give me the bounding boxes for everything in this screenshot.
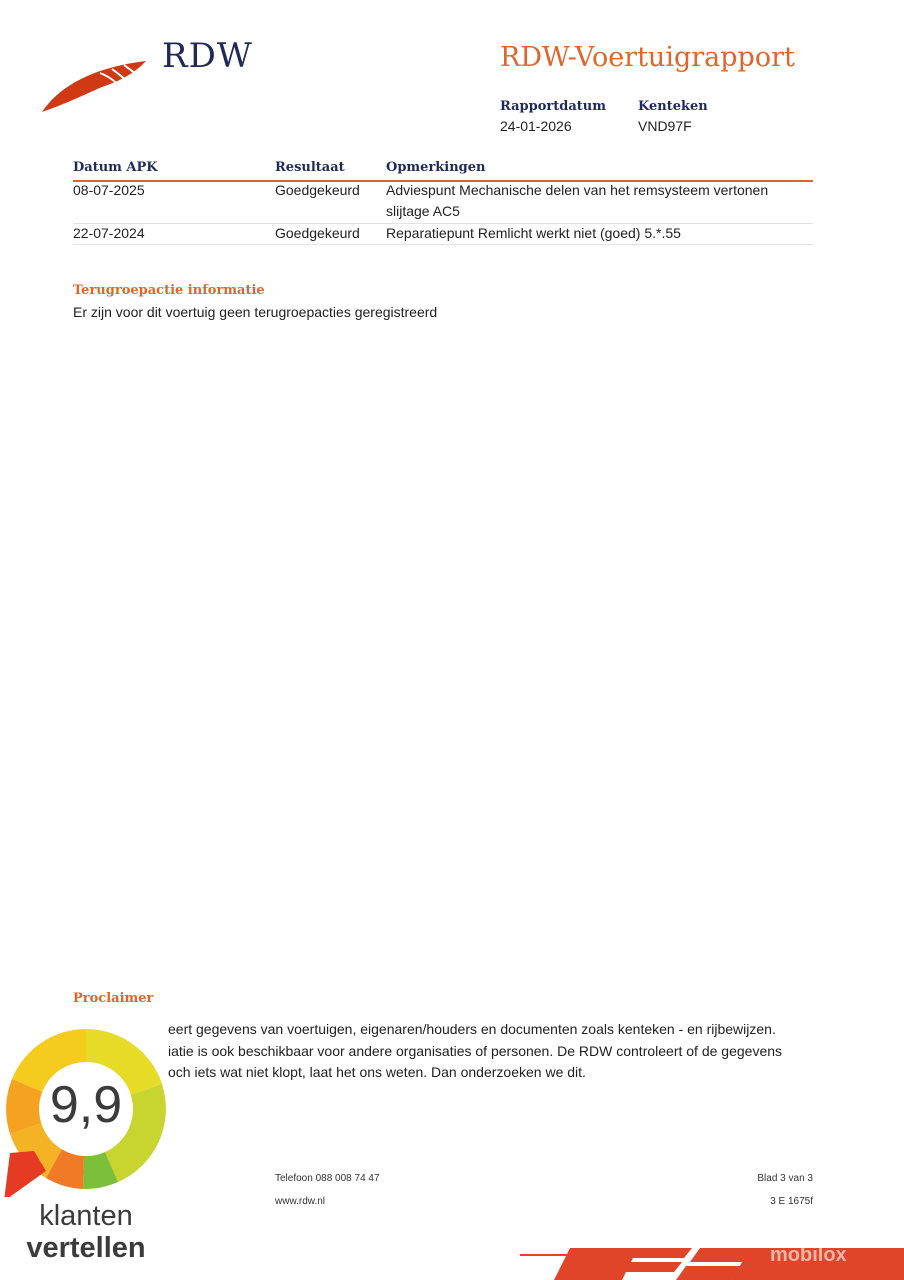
report-title: RDW-Voertuigrapport (500, 42, 795, 73)
meta-label-kenteken: Kenteken (638, 99, 708, 114)
cell-remark-line1: Adviespunt Mechanische delen van het remsysteem vertonen (386, 182, 769, 198)
recall-title: Terugroepactie informatie (73, 283, 265, 298)
rating-label-line2: vertellen (26, 1232, 146, 1264)
proclaimer-line-1: eert gegevens van voertuigen, eigenaren/houders en documenten zoals kenteken - en rijbewijzen. (168, 1021, 776, 1037)
cell-result: Goedgekeurd (275, 182, 360, 198)
proclaimer-line-2: iatie is ook beschikbaar voor andere organisaties of personen. De RDW controleert of de gegevens (168, 1043, 783, 1059)
cell-date: 22-07-2024 (73, 225, 145, 241)
rating-score: 9,9 (49, 1076, 123, 1134)
footer-page-number: Blad 3 van 3 (757, 1173, 813, 1184)
column-header-resultaat: Resultaat (275, 160, 345, 175)
proclaimer-line-3: och iets wat niet klopt, laat het ons weten. Dan onderzoeken we dit. (168, 1064, 586, 1080)
logo-text: RDW (162, 36, 253, 76)
meta-value-rapportdatum: 24-01-2026 (500, 118, 572, 134)
column-header-datum: Datum APK (73, 160, 158, 175)
footer-code: 3 E 1675f (770, 1196, 813, 1207)
recall-text: Er zijn voor dit voertuig geen terugroepacties geregistreerd (73, 304, 438, 320)
footer-website[interactable]: www.rdw.nl (275, 1196, 326, 1207)
cell-remark-line1: Reparatiepunt Remlicht werkt niet (goed) 5.*.55 (386, 225, 681, 241)
proclaimer-title: Proclaimer (73, 991, 154, 1006)
meta-value-kenteken: VND97F (638, 118, 692, 134)
rating-label-line1: klanten (39, 1200, 133, 1232)
cell-result: Goedgekeurd (275, 225, 360, 241)
meta-label-rapportdatum: Rapportdatum (500, 99, 606, 114)
cell-date: 08-07-2025 (73, 182, 145, 198)
rdw-logo-icon (40, 55, 150, 115)
row-divider (73, 244, 813, 245)
watermark-text: mobilox (770, 1244, 847, 1266)
footer-phone: Telefoon 088 008 74 47 (275, 1173, 380, 1184)
cell-remark-line2: slijtage AC5 (386, 203, 460, 219)
column-header-opmerkingen: Opmerkingen (386, 160, 486, 175)
